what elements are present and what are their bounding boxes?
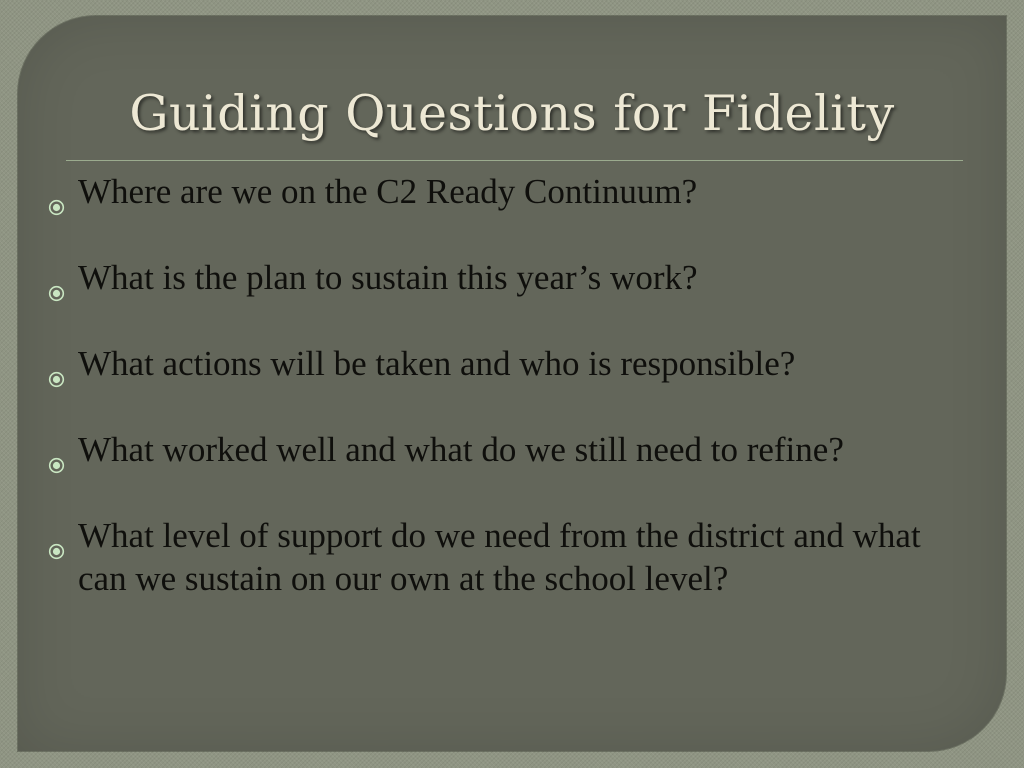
circled-dot-icon [48,441,65,458]
bullet-text: What is the plan to sustain this year’s work? [78,258,698,297]
slide-title: Guiding Questions for Fidelity [129,85,895,142]
bullet-list [42,170,942,643]
circled-dot-icon [48,527,65,544]
bullet-item [42,170,942,213]
bullet-text: What actions will be taken and who is responsible? [78,344,796,383]
bullet-item [42,428,942,471]
title-divider [66,160,963,161]
bullet-text: Where are we on the C2 Ready Continuum? [78,172,698,211]
bullet-text: What level of support do we need from the district and what can we sustain on our own at the school level? [78,516,921,598]
bullet-item [42,514,942,600]
bullet-item [42,256,942,299]
circled-dot-icon [48,183,65,200]
bullet-item [42,342,942,385]
circled-dot-icon [48,269,65,286]
bullet-text: What worked well and what do we still need to refine? [78,430,844,469]
circled-dot-icon [48,355,65,372]
